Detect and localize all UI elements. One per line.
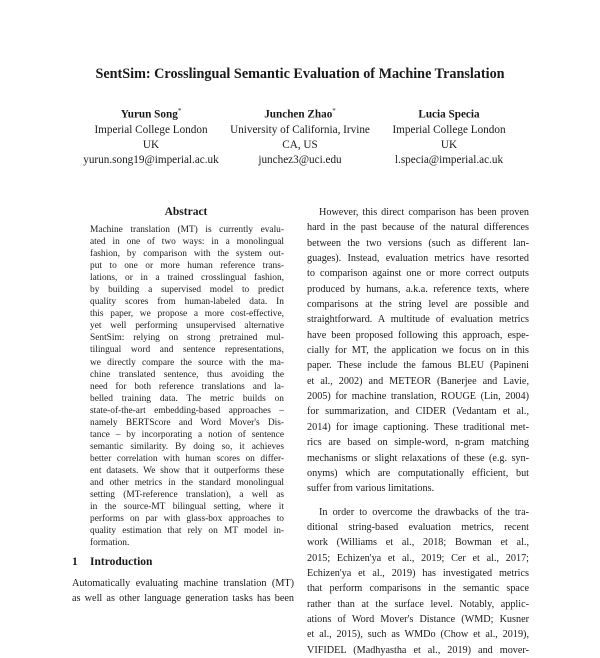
text-line: semantic similarity. By doing so, it achieves xyxy=(90,441,284,452)
author-name: Yurun Song xyxy=(120,108,178,121)
text-line: that perform comparisons in the semantic space xyxy=(307,583,529,595)
author-email: yurun.song19@imperial.ac.uk xyxy=(83,153,219,166)
text-line: However, this direct comparison has been proven xyxy=(319,207,529,218)
text-line: namely BERTScore and Word Mover's Dis- xyxy=(90,417,284,428)
text-line: tilingual word and sentence representations, xyxy=(90,345,284,356)
text-line: formation. xyxy=(90,538,130,549)
text-line: onyms) which are computationally efficient, but xyxy=(307,467,529,479)
section-title: Introduction xyxy=(90,556,153,568)
text-line: chine translated sentence, thus avoiding the xyxy=(90,369,284,380)
text-line: SentSim: relying on strong pretrained mul- xyxy=(90,333,284,344)
text-line: rics are based on simple-word, n-gram matching xyxy=(307,437,529,449)
text-line: work (Williams et al., 2018; Bowman et al., xyxy=(307,537,529,549)
text-line: ated in one of two ways: in a monolingual xyxy=(90,237,284,248)
text-line: VIFIDEL (Madhyastha et al., 2019) and mover- xyxy=(307,644,529,656)
author-affiliation: Imperial College London xyxy=(94,123,208,136)
text-line: need for both reference translations and la- xyxy=(90,381,284,392)
author-block xyxy=(0,104,600,174)
text-line: 2014) for image captioning. These traditional met- xyxy=(307,421,529,433)
text-line: state-of-the-art embedding-based approaches – xyxy=(90,405,284,416)
text-line: lations, or in a trained crosslingual fashion, xyxy=(90,273,284,284)
paragraph-gap xyxy=(307,497,529,505)
author-affiliation: Imperial College London xyxy=(392,123,506,136)
text-line: Echizen'ya et al., 2019) has investigated metrics xyxy=(307,567,529,579)
text-line: this paper, we propose a more cost-effective, xyxy=(90,309,284,320)
text-line: Automatically evaluating machine translation (MT) xyxy=(72,578,294,589)
text-line: straightforward. A multitude of evaluation metrics xyxy=(307,314,529,326)
text-line: fashion, by comparison with the system out- xyxy=(90,249,284,260)
author-country: UK xyxy=(142,138,160,151)
introduction-body-left xyxy=(72,576,294,607)
text-line: in the source-MT bilingual setting, where it xyxy=(90,502,284,513)
paper-title: SentSim: Crosslingual Semantic Evaluation of Machine Translation xyxy=(95,66,505,82)
text-line: tance – by incorporating a notion of sentence xyxy=(90,429,284,440)
text-line: cially for MT, the application we focus on in this xyxy=(307,345,529,357)
text-line: ditional string-based evaluation metrics, recent xyxy=(307,521,529,533)
text-line: ent datasets. We show that it outperforms these xyxy=(90,465,284,476)
author-name: Lucia Specia xyxy=(418,108,480,121)
text-line: and other metrics in the standard monolingual xyxy=(90,477,284,488)
text-line: comparisons at the string level are possible and xyxy=(307,299,529,311)
text-line: guages). Instead, evaluation metrics have resorted xyxy=(307,253,529,265)
text-line: suffer from various limitations. xyxy=(307,483,435,495)
text-line: hard in the past because of the natural differences xyxy=(307,222,529,234)
text-line: belled training data. The metric builds on xyxy=(90,393,284,404)
text-line: have been proposed following this approach, espe- xyxy=(307,329,529,341)
text-line: as well as other language generation tasks has been xyxy=(72,593,294,605)
abstract-heading: Abstract xyxy=(164,206,208,218)
text-line: performs on par with glass-box approaches to xyxy=(90,514,284,525)
author-name: Junchen Zhao xyxy=(264,108,333,121)
author-mark: * xyxy=(177,107,182,115)
text-line: In order to overcome the drawbacks of the tra- xyxy=(319,506,529,518)
text-line: by building a supervised model to predict xyxy=(90,285,284,296)
text-line: yet well performing unsupervised alternative xyxy=(90,321,284,332)
text-line: quality estimation that rely on MT model in- xyxy=(90,526,284,537)
text-line: paper. These include the famous BLEU (Papineni xyxy=(307,360,529,372)
text-line: ations of Word Mover's Distance (WMD; Kusner xyxy=(307,613,529,625)
author-country: CA, US xyxy=(282,138,318,151)
text-line: better correlation with human scores on differ- xyxy=(90,453,284,464)
section-heading-introduction xyxy=(72,556,152,568)
body-right-column xyxy=(307,205,529,658)
author-email: junchez3@uci.edu xyxy=(258,153,342,166)
text-line: for summarization, and CIDER (Vedantam et al., xyxy=(307,406,529,418)
text-line: to comparison against one or more correct outputs xyxy=(307,268,529,280)
text-line: quality scores from human-labeled data. In xyxy=(90,297,284,308)
section-number: 1 xyxy=(72,556,78,568)
text-line: put to one or more human reference trans- xyxy=(90,261,284,272)
text-line: 2005) for machine translation, ROUGE (Lin, 2004) xyxy=(307,391,529,403)
author-country: UK xyxy=(440,138,458,151)
text-line: produced by humans, a.k.a. reference texts, where xyxy=(307,283,529,295)
text-line: Machine translation (MT) is currently evalu- xyxy=(90,225,284,235)
text-line: et al., 2002) and METEOR (Banerjee and Lavie, xyxy=(307,375,529,387)
author-affiliation: University of California, Irvine xyxy=(230,123,370,136)
author-email: l.specia@imperial.ac.uk xyxy=(394,153,504,166)
text-line: rather than at the surface level. Notably, applic- xyxy=(307,598,529,610)
author-mark: * xyxy=(332,107,336,115)
text-line: between the two versions (such as different lan- xyxy=(307,237,529,249)
text-line: 2015; Echizen'ya et al., 2019; Cer et al., 2017; xyxy=(307,552,529,564)
abstract-body xyxy=(90,224,284,549)
text-line: setting (MT-reference translation), a well as xyxy=(90,490,284,501)
author-3 xyxy=(354,104,544,168)
text-line: mechanisms or slight relaxations of these (e.g. syn- xyxy=(307,452,529,464)
text-line: et al., 2015), such as WMDo (Chow et al., 2019), xyxy=(307,629,529,641)
text-line: we directly compare the source with the ma- xyxy=(90,357,284,368)
